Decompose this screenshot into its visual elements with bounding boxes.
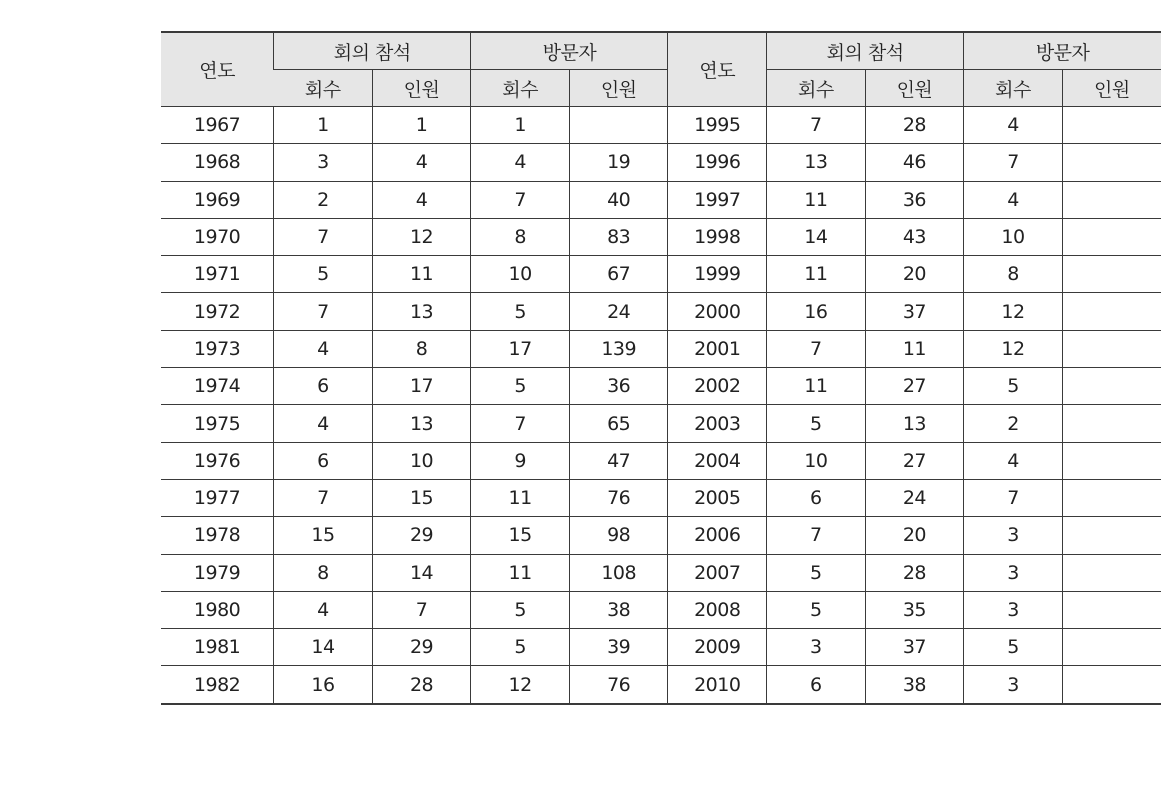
cell-visitor-people-left: 24: [569, 293, 668, 330]
cell-year-left: 1979: [161, 554, 274, 591]
cell-meeting-count-left: 1: [274, 107, 373, 144]
cell-visitor-count-right: 4: [964, 181, 1063, 218]
cell-visitor-people-right: [1062, 591, 1161, 628]
cell-meeting-people-left: 8: [372, 330, 471, 367]
cell-year-left: 1967: [161, 107, 274, 144]
cell-visitor-people-left: 76: [569, 666, 668, 704]
cell-visitor-count-left: 12: [471, 666, 570, 704]
cell-meeting-count-right: 3: [767, 629, 866, 666]
cell-meeting-people-left: 15: [372, 479, 471, 516]
cell-visitor-count-right: 4: [964, 442, 1063, 479]
table-row: [161, 442, 1161, 479]
cell-year-left: 1975: [161, 405, 274, 442]
cell-meeting-count-left: 7: [274, 218, 373, 255]
cell-meeting-count-right: 7: [767, 517, 866, 554]
cell-visitor-people-left: 139: [569, 330, 668, 367]
cell-visitor-count-right: 3: [964, 666, 1063, 704]
cell-visitor-count-left: 15: [471, 517, 570, 554]
cell-visitor-people-right: [1062, 554, 1161, 591]
subheader-meeting-people-right: 인원: [865, 70, 964, 107]
cell-meeting-count-right: 11: [767, 181, 866, 218]
cell-visitor-people-left: 83: [569, 218, 668, 255]
cell-year-left: 1968: [161, 144, 274, 181]
cell-meeting-count-left: 4: [274, 405, 373, 442]
cell-visitor-count-right: 5: [964, 368, 1063, 405]
table-row: [161, 554, 1161, 591]
cell-year-left: 1973: [161, 330, 274, 367]
table-row: [161, 293, 1161, 330]
cell-meeting-count-right: 6: [767, 666, 866, 704]
cell-meeting-count-right: 13: [767, 144, 866, 181]
cell-year-left: 1976: [161, 442, 274, 479]
cell-year-right: 2004: [668, 442, 767, 479]
cell-year-left: 1971: [161, 256, 274, 293]
cell-visitor-people-left: 36: [569, 368, 668, 405]
cell-visitor-people-right: [1062, 107, 1161, 144]
cell-year-right: 1998: [668, 218, 767, 255]
cell-meeting-count-left: 3: [274, 144, 373, 181]
cell-meeting-count-left: 8: [274, 554, 373, 591]
cell-visitor-count-left: 7: [471, 405, 570, 442]
cell-meeting-people-left: 4: [372, 144, 471, 181]
cell-meeting-count-right: 5: [767, 554, 866, 591]
cell-visitor-people-left: 47: [569, 442, 668, 479]
cell-visitor-count-right: 8: [964, 256, 1063, 293]
cell-visitor-people-left: 108: [569, 554, 668, 591]
cell-meeting-count-left: 4: [274, 591, 373, 628]
cell-visitor-people-right: [1062, 442, 1161, 479]
cell-meeting-count-left: 7: [274, 479, 373, 516]
cell-year-right: 1995: [668, 107, 767, 144]
cell-year-left: 1969: [161, 181, 274, 218]
header-meeting-right: 회의 참석: [767, 32, 964, 70]
cell-meeting-people-right: 27: [865, 442, 964, 479]
cell-meeting-count-right: 5: [767, 591, 866, 628]
cell-year-left: 1972: [161, 293, 274, 330]
cell-meeting-people-right: 37: [865, 293, 964, 330]
cell-meeting-people-left: 1: [372, 107, 471, 144]
table-header: [161, 32, 1161, 107]
cell-year-left: 1974: [161, 368, 274, 405]
cell-visitor-people-left: 40: [569, 181, 668, 218]
cell-meeting-count-right: 10: [767, 442, 866, 479]
cell-meeting-people-left: 29: [372, 629, 471, 666]
cell-year-right: 2001: [668, 330, 767, 367]
cell-visitor-count-left: 11: [471, 554, 570, 591]
cell-meeting-people-right: 43: [865, 218, 964, 255]
cell-meeting-people-right: 13: [865, 405, 964, 442]
header-meeting-left: 회의 참석: [274, 32, 471, 70]
cell-visitor-people-right: [1062, 293, 1161, 330]
cell-meeting-count-right: 11: [767, 368, 866, 405]
header-visitor-right: 방문자: [964, 32, 1161, 70]
cell-visitor-people-right: [1062, 218, 1161, 255]
cell-meeting-count-left: 2: [274, 181, 373, 218]
cell-meeting-count-left: 4: [274, 330, 373, 367]
table-row: [161, 666, 1161, 704]
cell-meeting-count-right: 14: [767, 218, 866, 255]
cell-visitor-people-right: [1062, 144, 1161, 181]
cell-meeting-people-right: 38: [865, 666, 964, 704]
cell-meeting-people-right: 28: [865, 107, 964, 144]
cell-visitor-count-right: 10: [964, 218, 1063, 255]
cell-visitor-count-left: 4: [471, 144, 570, 181]
cell-year-left: 1977: [161, 479, 274, 516]
cell-meeting-people-right: 35: [865, 591, 964, 628]
cell-visitor-people-right: [1062, 368, 1161, 405]
cell-visitor-people-left: [569, 107, 668, 144]
cell-year-left: 1978: [161, 517, 274, 554]
cell-visitor-count-left: 8: [471, 218, 570, 255]
cell-meeting-people-right: 27: [865, 368, 964, 405]
cell-meeting-people-left: 7: [372, 591, 471, 628]
cell-visitor-count-right: 7: [964, 144, 1063, 181]
cell-visitor-count-left: 5: [471, 368, 570, 405]
cell-year-left: 1982: [161, 666, 274, 704]
cell-year-right: 2000: [668, 293, 767, 330]
cell-visitor-count-right: 12: [964, 330, 1063, 367]
cell-visitor-count-left: 5: [471, 591, 570, 628]
cell-visitor-count-right: 3: [964, 554, 1063, 591]
cell-visitor-count-right: 5: [964, 629, 1063, 666]
cell-meeting-people-left: 10: [372, 442, 471, 479]
subheader-visitor-count-left: 회수: [471, 70, 570, 107]
cell-meeting-count-left: 7: [274, 293, 373, 330]
cell-visitor-people-left: 38: [569, 591, 668, 628]
table-row: [161, 368, 1161, 405]
cell-visitor-count-left: 7: [471, 181, 570, 218]
cell-meeting-people-left: 28: [372, 666, 471, 704]
subheader-visitor-count-right: 회수: [964, 70, 1063, 107]
table-row: [161, 107, 1161, 144]
cell-meeting-people-left: 14: [372, 554, 471, 591]
cell-meeting-count-left: 6: [274, 368, 373, 405]
cell-visitor-people-right: [1062, 405, 1161, 442]
cell-visitor-count-right: 7: [964, 479, 1063, 516]
cell-meeting-count-right: 11: [767, 256, 866, 293]
cell-meeting-count-right: 7: [767, 330, 866, 367]
cell-visitor-people-left: 98: [569, 517, 668, 554]
table-row: [161, 629, 1161, 666]
cell-year-left: 1981: [161, 629, 274, 666]
subheader-meeting-people-left: 인원: [372, 70, 471, 107]
cell-meeting-count-right: 7: [767, 107, 866, 144]
cell-year-right: 1999: [668, 256, 767, 293]
cell-year-left: 1980: [161, 591, 274, 628]
cell-meeting-count-left: 16: [274, 666, 373, 704]
subheader-meeting-count-left: 회수: [274, 70, 373, 107]
cell-visitor-count-left: 10: [471, 256, 570, 293]
cell-year-right: 2008: [668, 591, 767, 628]
subheader-visitor-people-left: 인원: [569, 70, 668, 107]
cell-year-right: 2005: [668, 479, 767, 516]
cell-meeting-people-right: 46: [865, 144, 964, 181]
cell-visitor-count-left: 17: [471, 330, 570, 367]
cell-meeting-count-right: 6: [767, 479, 866, 516]
cell-visitor-count-right: 3: [964, 591, 1063, 628]
cell-meeting-people-left: 29: [372, 517, 471, 554]
table-row: [161, 330, 1161, 367]
cell-meeting-people-left: 13: [372, 405, 471, 442]
table-row: [161, 256, 1161, 293]
cell-meeting-people-left: 12: [372, 218, 471, 255]
cell-visitor-people-right: [1062, 517, 1161, 554]
cell-year-left: 1970: [161, 218, 274, 255]
cell-year-right: 1997: [668, 181, 767, 218]
cell-meeting-people-right: 28: [865, 554, 964, 591]
subheader-visitor-people-right: 인원: [1062, 70, 1161, 107]
cell-meeting-people-left: 11: [372, 256, 471, 293]
cell-visitor-people-left: 76: [569, 479, 668, 516]
cell-visitor-count-left: 5: [471, 629, 570, 666]
cell-meeting-people-right: 37: [865, 629, 964, 666]
cell-visitor-people-left: 19: [569, 144, 668, 181]
cell-visitor-count-left: 9: [471, 442, 570, 479]
table-row: [161, 591, 1161, 628]
table-body: [161, 107, 1161, 704]
cell-year-right: 2010: [668, 666, 767, 704]
cell-visitor-count-left: 1: [471, 107, 570, 144]
cell-visitor-count-left: 11: [471, 479, 570, 516]
cell-meeting-people-right: 11: [865, 330, 964, 367]
cell-meeting-count-left: 5: [274, 256, 373, 293]
table-row: [161, 144, 1161, 181]
cell-meeting-people-right: 36: [865, 181, 964, 218]
meeting-visitor-table: [161, 31, 1161, 705]
cell-meeting-people-right: 20: [865, 517, 964, 554]
cell-meeting-people-left: 13: [372, 293, 471, 330]
cell-year-right: 1996: [668, 144, 767, 181]
statistics-table-container: [161, 31, 1130, 705]
cell-visitor-people-left: 67: [569, 256, 668, 293]
header-year-right: 연도: [668, 32, 767, 107]
cell-year-right: 2007: [668, 554, 767, 591]
cell-visitor-count-right: 2: [964, 405, 1063, 442]
cell-visitor-people-left: 39: [569, 629, 668, 666]
table-row: [161, 479, 1161, 516]
cell-visitor-people-right: [1062, 666, 1161, 704]
table-row: [161, 517, 1161, 554]
cell-meeting-people-right: 24: [865, 479, 964, 516]
cell-year-right: 2002: [668, 368, 767, 405]
cell-meeting-count-left: 15: [274, 517, 373, 554]
cell-year-right: 2006: [668, 517, 767, 554]
cell-visitor-people-right: [1062, 256, 1161, 293]
cell-meeting-people-left: 4: [372, 181, 471, 218]
cell-year-right: 2003: [668, 405, 767, 442]
cell-year-right: 2009: [668, 629, 767, 666]
cell-meeting-people-left: 17: [372, 368, 471, 405]
cell-visitor-people-right: [1062, 330, 1161, 367]
subheader-meeting-count-right: 회수: [767, 70, 866, 107]
cell-visitor-count-right: 12: [964, 293, 1063, 330]
table-row: [161, 218, 1161, 255]
cell-visitor-count-right: 4: [964, 107, 1063, 144]
cell-visitor-count-right: 3: [964, 517, 1063, 554]
table-row: [161, 405, 1161, 442]
cell-meeting-count-left: 6: [274, 442, 373, 479]
cell-meeting-count-left: 14: [274, 629, 373, 666]
cell-visitor-people-right: [1062, 181, 1161, 218]
header-year-left: 연도: [161, 32, 274, 107]
table-row: [161, 181, 1161, 218]
cell-meeting-count-right: 5: [767, 405, 866, 442]
cell-visitor-people-left: 65: [569, 405, 668, 442]
cell-meeting-count-right: 16: [767, 293, 866, 330]
cell-meeting-people-right: 20: [865, 256, 964, 293]
cell-visitor-people-right: [1062, 629, 1161, 666]
cell-visitor-people-right: [1062, 479, 1161, 516]
header-visitor-left: 방문자: [471, 32, 668, 70]
cell-visitor-count-left: 5: [471, 293, 570, 330]
